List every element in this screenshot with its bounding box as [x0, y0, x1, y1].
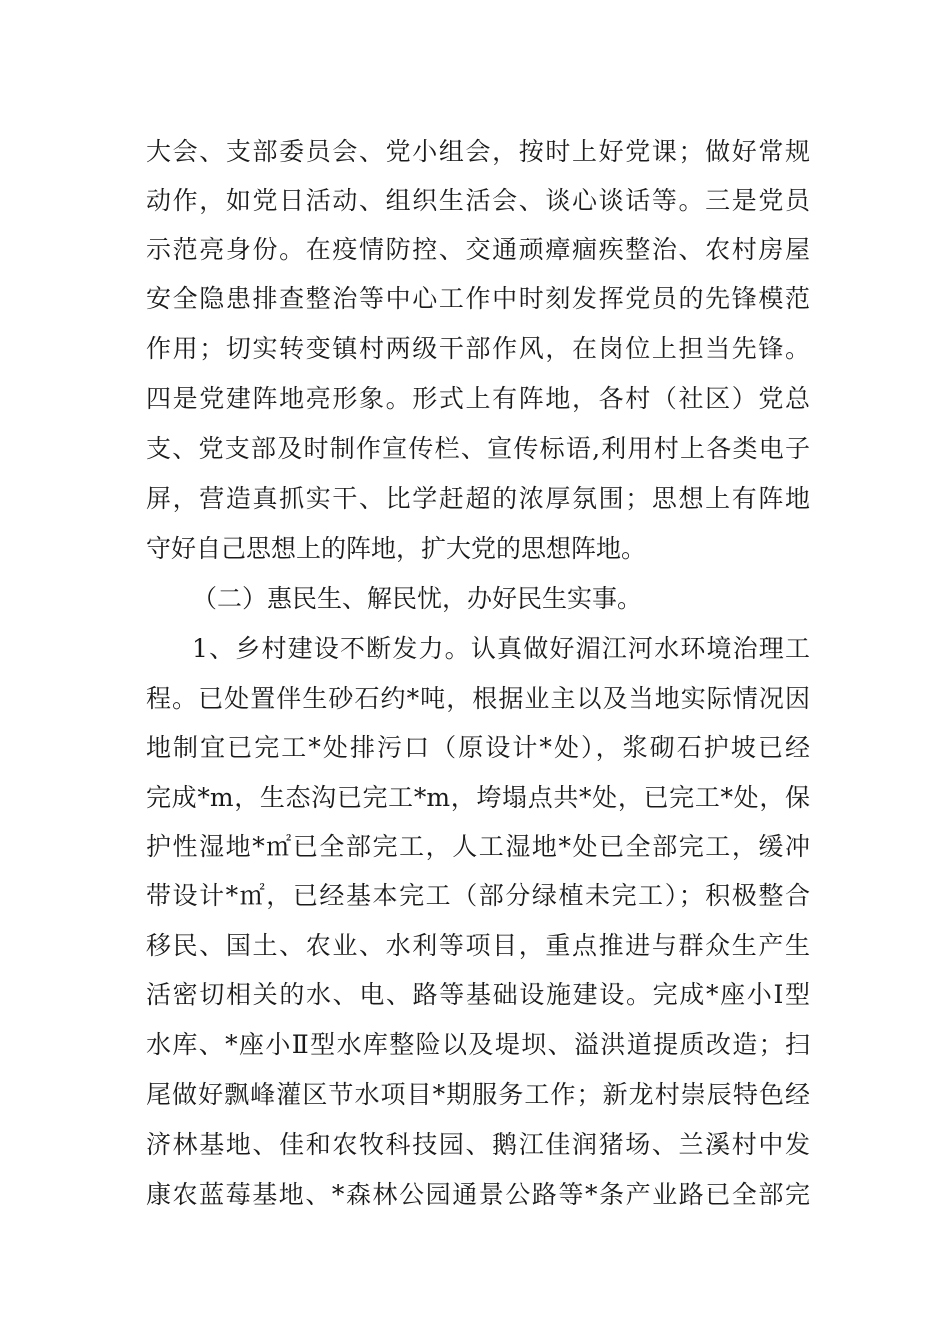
text-line-19: 水库、*座小Ⅱ型水库整险以及堤坝、溢洪道提质改造；扫 [146, 1030, 810, 1059]
text-line-4: 安全隐患排查整治等中心工作中时刻发挥党员的先锋模范 [146, 284, 810, 313]
text-line-13: 地制宜已完工*处排污口（原设计*处），浆砌石护坡已经 [146, 733, 810, 762]
paragraph-start-line: 1、乡村建设不断发力。认真做好湄江河水环境治理工 [192, 634, 810, 663]
text-line-5: 作用；切实转变镇村两级干部作风，在岗位上担当先锋。 [146, 334, 810, 363]
text-line-2: 动作，如党日活动、组织生活会、谈心谈话等。三是党员 [146, 186, 810, 215]
text-line-14: 完成*m，生态沟已完工*m，垮塌点共*处，已完工*处，保 [146, 783, 810, 812]
text-line-22: 康农蓝莓基地、*森林公园通景公路等*条产业路已全部完 [146, 1180, 810, 1209]
text-line-3: 示范亮身份。在疫情防控、交通顽瘴痼疾整治、农村房屋 [146, 235, 810, 264]
text-line-21: 济林基地、佳和农牧科技园、鹅江佳润猪场、兰溪村中发 [146, 1130, 810, 1159]
text-line-12: 程。已处置伴生砂石约*吨，根据业主以及当地实际情况因 [146, 684, 810, 713]
section-heading: （二）惠民生、解民忧，办好民生实事。 [192, 584, 643, 613]
text-line-1: 大会、支部委员会、党小组会，按时上好党课；做好常规 [146, 137, 810, 166]
text-line-17: 移民、国土、农业、水利等项目，重点推进与群众生产生 [146, 931, 810, 960]
text-line-8: 屏，营造真抓实干、比学赶超的浓厚氛围；思想上有阵地 [146, 484, 810, 513]
text-line-15: 护性湿地*㎡已全部完工，人工湿地*处已全部完工，缓冲 [146, 832, 810, 861]
text-line-18: 活密切相关的水、电、路等基础设施建设。完成*座小Ⅰ型 [146, 980, 810, 1009]
text-line-20: 尾做好飘峰灌区节水项目*期服务工作；新龙村崇辰特色经 [146, 1080, 810, 1109]
text-line-9: 守好自己思想上的阵地，扩大党的思想阵地。 [146, 534, 647, 563]
text-line-6: 四是党建阵地亮形象。形式上有阵地，各村（社区）党总 [146, 384, 810, 413]
text-line-7: 支、党支部及时制作宣传栏、宣传标语,利用村上各类电子 [146, 434, 810, 463]
text-line-16: 带设计*㎡，已经基本完工（部分绿植未完工）；积极整合 [146, 881, 810, 910]
